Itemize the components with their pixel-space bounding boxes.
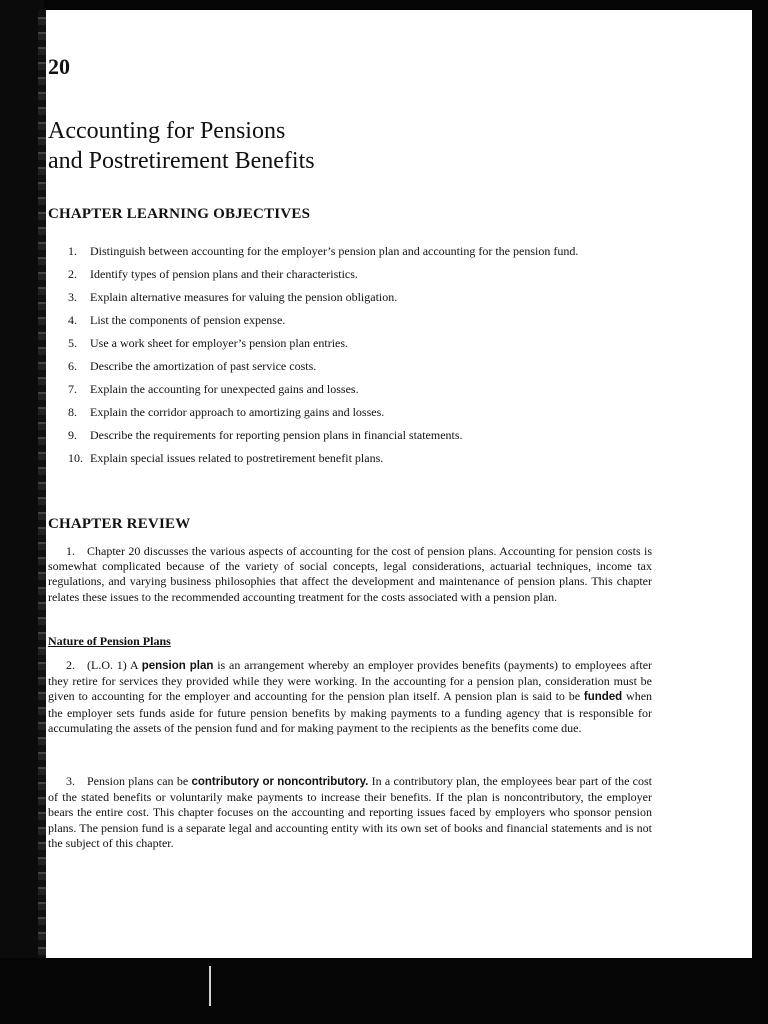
objective-number: 6. [68,359,77,373]
review-paragraph-2 [48,658,652,736]
objective-item [68,359,652,374]
objective-number: 9. [68,428,77,442]
paragraph-number: 2. [66,658,75,672]
chapter-title-line-1: Accounting for Pensions [48,118,286,144]
objective-number: 7. [68,382,77,396]
objective-text: Describe the requirements for reporting pension plans in financial statements. [90,428,463,442]
key-term: funded [583,691,623,704]
objective-number: 10. [68,451,83,465]
objective-text: Use a work sheet for employer’s pension plan entries. [90,336,349,350]
objective-text: Explain the corridor approach to amortizing gains and losses. [90,405,385,419]
paragraph-text: when the employer sets funds aside for future pension benefits by making payments to a funding agency that is responsible for accumulating the assets of the pension fund and for making payment to the recipients as the benefits come due. [48,689,653,735]
objectives-heading: CHAPTER LEARNING OBJECTIVES [48,206,311,222]
key-term: noncontributory. [277,776,369,788]
review-paragraph-3 [48,774,652,851]
section-subheading: Nature of Pension Plans [48,634,171,648]
objective-item [68,428,652,443]
objective-item [68,313,652,328]
objective-number: 8. [68,405,77,419]
scan-right-border [752,10,768,970]
objectives-list [68,244,652,474]
objective-number: 2. [68,267,77,281]
scan-artifact-line [209,966,211,1006]
objective-number: 4. [68,313,77,327]
paragraph-number: 1. [66,544,75,558]
key-term: contributory [191,776,260,788]
objective-number: 1. [68,244,77,258]
review-heading: CHAPTER REVIEW [48,516,191,532]
paragraph-text: Pension plans can be [87,774,189,788]
review-paragraph-1 [48,544,652,605]
objective-number: 3. [68,290,77,304]
chapter-title-line-2: and Postretirement Benefits [48,148,315,174]
key-term-connector: or [262,776,274,788]
key-term: pension plan [141,660,214,672]
objective-item [68,382,652,397]
objective-item [68,405,652,420]
objective-number: 5. [68,336,77,350]
objective-item [68,290,652,305]
objective-item [68,267,652,282]
objective-text: Identify types of pension plans and their characteristics. [90,267,358,281]
scan-top-border [0,0,768,10]
objective-item [68,451,652,466]
objective-item [68,336,652,351]
chapter-number: 20 [48,54,70,79]
paragraph-number: 3. [66,774,75,788]
learning-objective-ref: (L.O. 1) A [87,658,138,672]
paragraph-text: In a contributory plan, the employees bear part of the cost of the stated benefits or voluntarily make payments to increase their benefits. If the plan is noncontributory, the employer bears the entire cost. This chapter focuses on the accounting and reporting issues faced by employers who sponsor pension plans. The pension fund is a separate legal and accounting entity with its own set of books and financial statements and is not the subject of this chapter. [48,774,653,850]
objective-text: Explain the accounting for unexpected gains and losses. [90,382,359,396]
objective-text: Describe the amortization of past service costs. [90,359,317,373]
objective-text: Distinguish between accounting for the employer’s pension plan and accounting for the pension fund. [90,244,579,258]
scan-bottom-border [0,958,768,1024]
paragraph-text: Chapter 20 discusses the various aspects of accounting for the cost of pension plans. Accounting for pension costs is somewhat complicated because of the variety of social concepts, legal considerations, actuarial techniques, income tax regulations, and varying business philosophies that affect the development and maintenance of pension plans. This chapter relates these issues to the recommended accounting treatment for the costs associated with a pension plan. [48,544,652,604]
scan-binding-edge [38,10,46,970]
objective-text: Explain alternative measures for valuing the pension obligation. [90,290,398,304]
objective-text: List the components of pension expense. [90,313,286,327]
objective-item [68,244,652,259]
objective-text: Explain special issues related to postretirement benefit plans. [90,451,384,465]
paragraph-text: is an arrangement whereby an employer provides benefits (payments) to employees after they retire for services they provided while they were working. In the accounting for a pension plan, consideration must be given to accounting for the employer and accounting for the pension plan itself. A pension plan is said to be [48,658,653,704]
chapter-title [48,116,315,176]
